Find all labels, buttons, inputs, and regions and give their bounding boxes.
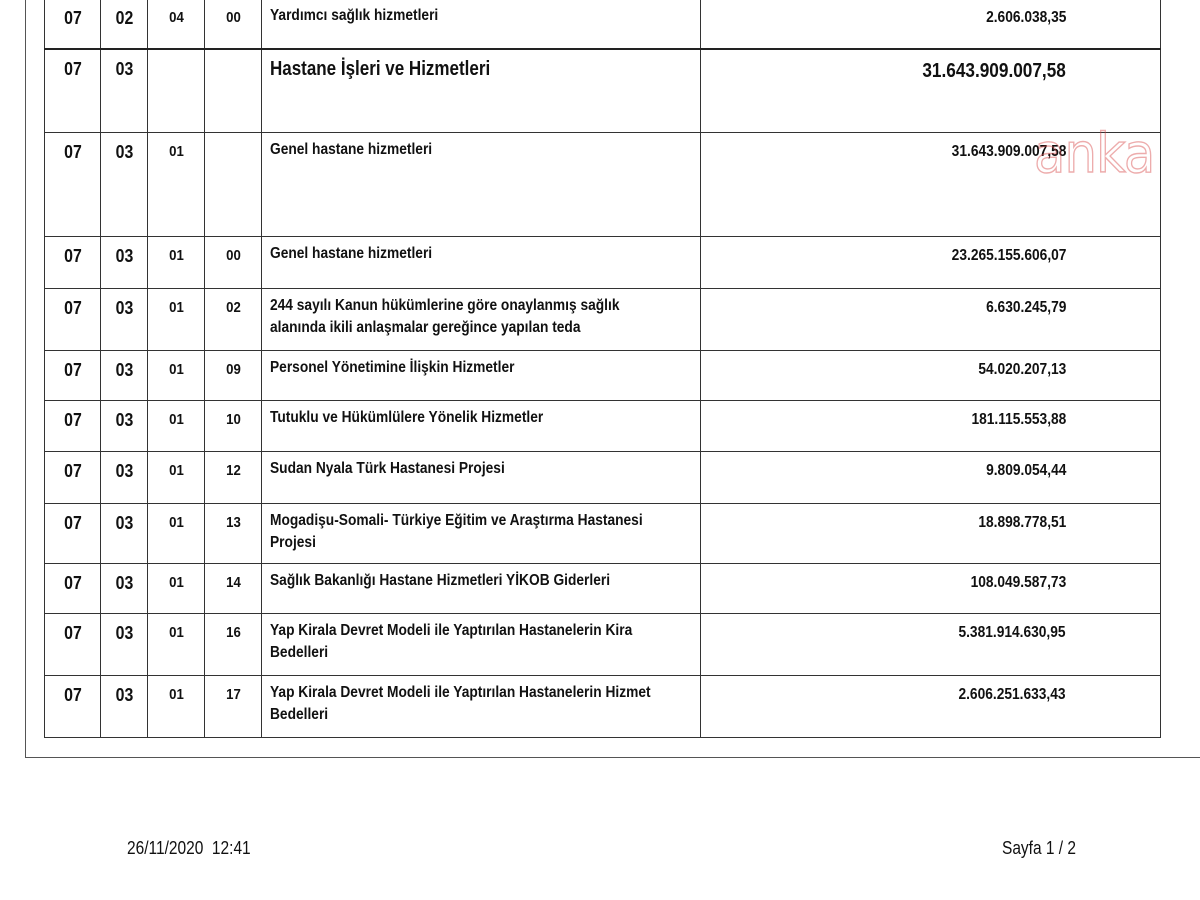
description-line-2: Bedelleri	[270, 706, 329, 723]
row-amount	[701, 237, 1161, 289]
code-group: 01	[151, 614, 201, 676]
code-subfunction: 03	[103, 237, 144, 289]
table-row	[45, 0, 1161, 49]
row-description	[262, 289, 701, 351]
footer-date: 26/11/2020 12:41	[127, 838, 251, 858]
row-amount	[701, 401, 1161, 452]
footer-page-number: Sayfa 1 / 2	[1002, 838, 1077, 858]
table-row	[45, 49, 1161, 133]
code-subfunction: 03	[103, 564, 144, 614]
row-description	[262, 564, 701, 614]
description-line: Sudan Nyala Türk Hastanesi Projesi	[270, 460, 505, 477]
row-description	[262, 237, 701, 289]
amount-value: 181.115.553,88	[971, 411, 1066, 428]
description-line: Yap Kirala Devret Modeli ile Yaptırılan Hastanelerin Hizmet	[270, 684, 651, 701]
description-line: Mogadişu-Somali- Türkiye Eğitim ve Araştırma Hastanesi	[270, 512, 643, 529]
code-subfunction: 03	[103, 504, 144, 564]
row-amount	[701, 351, 1161, 401]
code-detail: 14	[208, 564, 258, 614]
code-detail: 17	[208, 676, 258, 738]
row-description	[262, 676, 701, 738]
page-border-left	[25, 0, 26, 758]
code-detail: 13	[208, 504, 258, 564]
table-row	[45, 564, 1161, 614]
table-row	[45, 452, 1161, 504]
code-function: 07	[48, 676, 97, 738]
description-line: Hastane İşleri ve Hizmetleri	[270, 57, 491, 80]
page-border-bottom	[25, 757, 1200, 758]
description-line-2: alanında ikili anlaşmalar gereğince yapılan teda	[270, 319, 581, 336]
code-group: 01	[151, 452, 201, 504]
anka-watermark: anka	[1034, 122, 1155, 185]
table-row	[45, 504, 1161, 564]
code-subfunction: 03	[103, 49, 144, 133]
description-line-2: Projesi	[270, 534, 316, 551]
row-description	[262, 133, 701, 237]
amount-value: 5.381.914.630,95	[958, 624, 1066, 641]
amount-value: 2.606.251.633,43	[958, 686, 1066, 703]
code-group	[151, 49, 201, 133]
code-function: 07	[48, 49, 97, 133]
code-group: 01	[151, 504, 201, 564]
row-description	[262, 351, 701, 401]
amount-value: 54.020.207,13	[977, 361, 1066, 378]
code-detail	[208, 49, 258, 133]
row-description	[262, 401, 701, 452]
code-function: 07	[48, 564, 97, 614]
code-group: 01	[151, 401, 201, 452]
table-row	[45, 614, 1161, 676]
table-row	[45, 289, 1161, 351]
code-group: 04	[151, 0, 201, 49]
code-function: 07	[48, 401, 97, 452]
code-subfunction: 03	[103, 133, 144, 237]
description-line: Genel hastane hizmetleri	[270, 141, 433, 158]
amount-value: 23.265.155.606,07	[951, 247, 1066, 264]
amount-value: 9.809.054,44	[985, 462, 1066, 479]
row-amount	[701, 452, 1161, 504]
table-row	[45, 351, 1161, 401]
table-row	[45, 676, 1161, 738]
code-subfunction: 03	[103, 289, 144, 351]
row-amount	[701, 289, 1161, 351]
code-function: 07	[48, 133, 97, 237]
row-amount	[701, 564, 1161, 614]
code-detail: 09	[208, 351, 258, 401]
code-group: 01	[151, 237, 201, 289]
code-detail: 12	[208, 452, 258, 504]
code-function: 07	[48, 452, 97, 504]
code-detail: 16	[208, 614, 258, 676]
row-description	[262, 614, 701, 676]
description-line-2: Bedelleri	[270, 644, 329, 661]
description-line: Tutuklu ve Hükümlülere Yönelik Hizmetler	[270, 409, 544, 426]
code-detail: 02	[208, 289, 258, 351]
code-detail: 00	[208, 237, 258, 289]
code-group: 01	[151, 564, 201, 614]
amount-value: 108.049.587,73	[970, 574, 1066, 591]
code-function: 07	[48, 614, 97, 676]
description-line: Yardımcı sağlık hizmetleri	[270, 7, 439, 24]
description-line: Sağlık Bakanlığı Hastane Hizmetleri YİKOB Giderleri	[270, 572, 611, 589]
code-group: 01	[151, 289, 201, 351]
code-detail	[208, 133, 258, 237]
row-amount	[701, 676, 1161, 738]
row-description	[262, 504, 701, 564]
row-amount	[701, 504, 1161, 564]
description-line: 244 sayılı Kanun hükümlerine göre onaylanmış sağlık	[270, 297, 620, 314]
row-amount	[701, 0, 1161, 49]
amount-value: 2.606.038,35	[985, 9, 1066, 26]
code-detail: 10	[208, 401, 258, 452]
code-subfunction: 03	[103, 401, 144, 452]
code-function: 07	[48, 237, 97, 289]
budget-table	[44, 0, 1161, 738]
amount-value: 6.630.245,79	[985, 299, 1066, 316]
code-subfunction: 02	[103, 0, 144, 49]
row-description	[262, 0, 701, 49]
description-line: Yap Kirala Devret Modeli ile Yaptırılan Hastanelerin Kira	[270, 622, 633, 639]
table-row	[45, 401, 1161, 452]
row-description	[262, 452, 701, 504]
code-group: 01	[151, 351, 201, 401]
table-row	[45, 237, 1161, 289]
row-amount	[701, 49, 1161, 133]
amount-value: 31.643.909.007,58	[922, 59, 1066, 82]
code-subfunction: 03	[103, 676, 144, 738]
code-subfunction: 03	[103, 351, 144, 401]
amount-value: 31.643.909.007,58	[951, 143, 1066, 160]
code-function: 07	[48, 289, 97, 351]
code-function: 07	[48, 0, 97, 49]
description-line: Genel hastane hizmetleri	[270, 245, 433, 262]
row-description	[262, 49, 701, 133]
amount-value: 18.898.778,51	[977, 514, 1066, 531]
row-amount	[701, 614, 1161, 676]
code-subfunction: 03	[103, 614, 144, 676]
code-function: 07	[48, 504, 97, 564]
code-group: 01	[151, 676, 201, 738]
code-function: 07	[48, 351, 97, 401]
code-detail: 00	[208, 0, 258, 49]
description-line: Personel Yönetimine İlişkin Hizmetler	[270, 359, 515, 376]
code-subfunction: 03	[103, 452, 144, 504]
table-row	[45, 133, 1161, 237]
code-group: 01	[151, 133, 201, 237]
